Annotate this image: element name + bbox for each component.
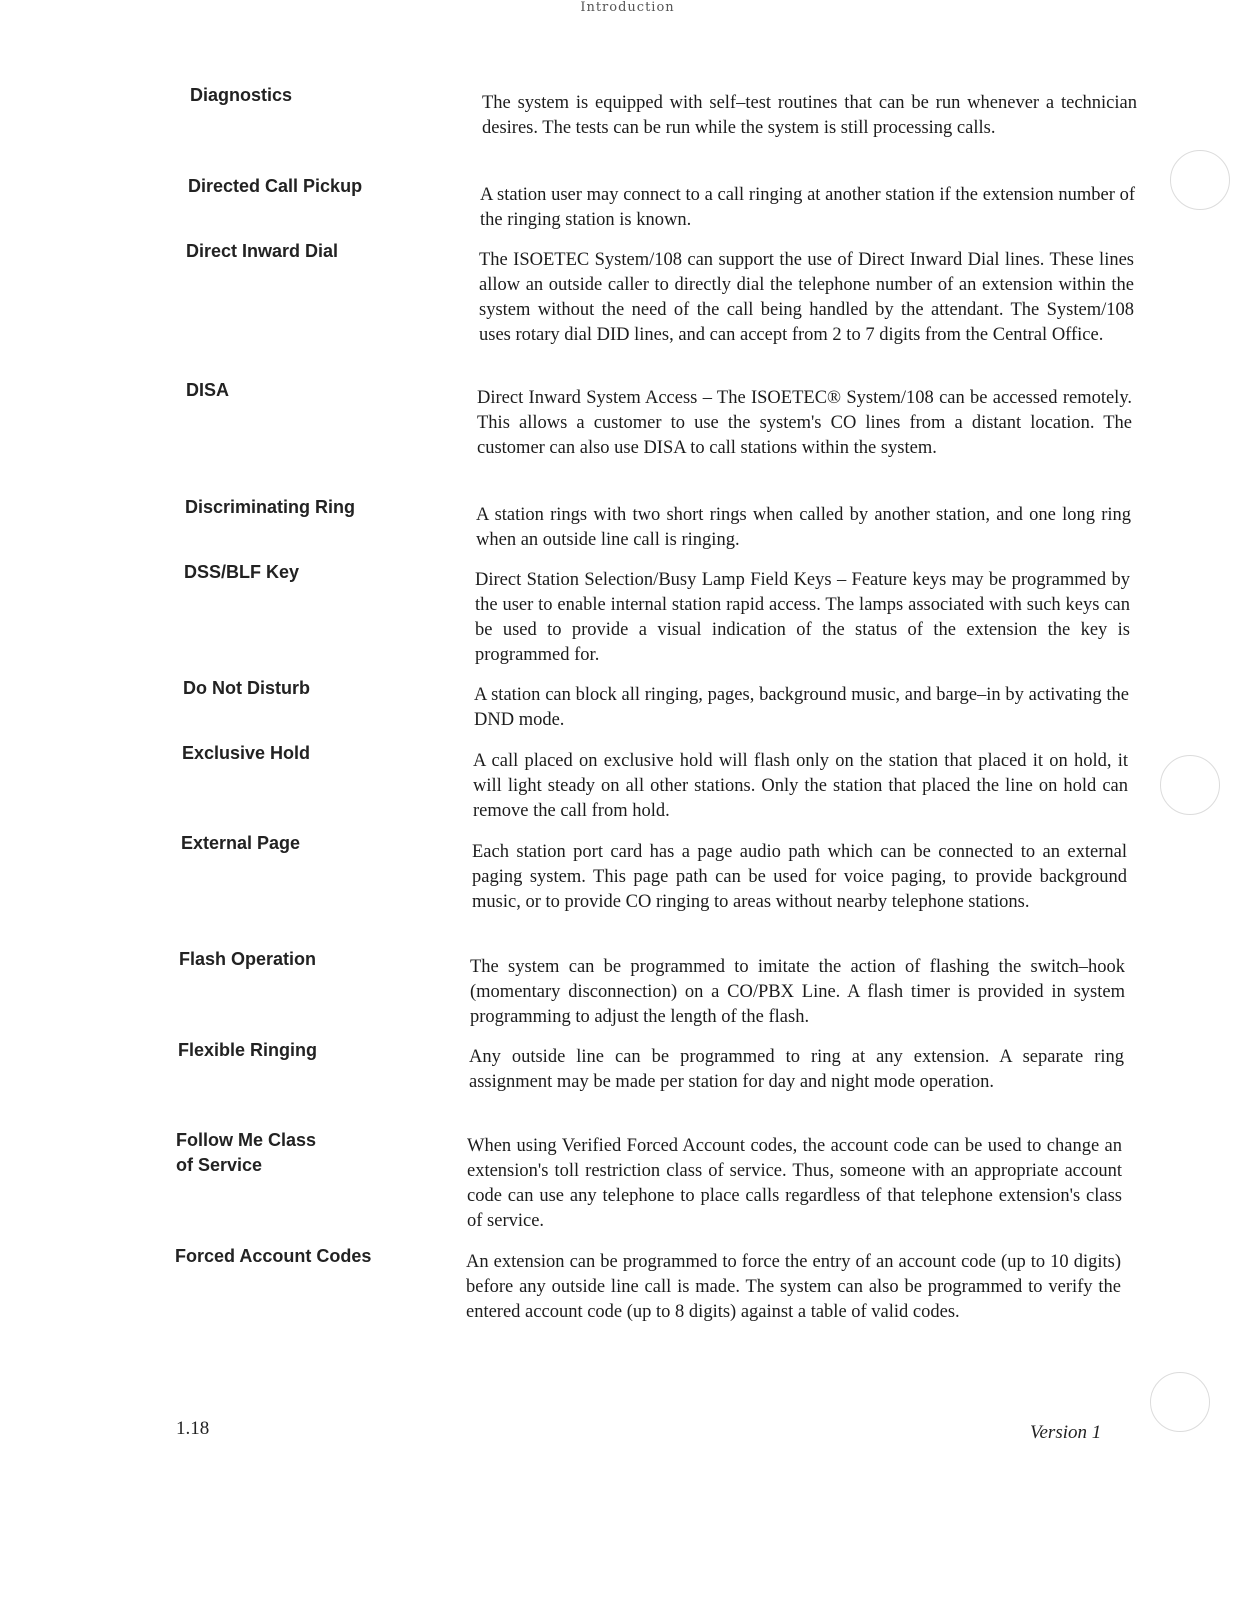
punch-hole-middle	[1160, 755, 1220, 815]
entry-term: Directed Call Pickup	[188, 176, 363, 196]
entry-term: Follow Me Class of Service	[176, 1130, 317, 1175]
entry-description: Direct Inward System Access – The ISOETEC® System/108 can be accessed remotely. This allows a customer to use the system's CO lines from a distant location. The customer can also use DISA to call stations within the system.	[477, 388, 1132, 458]
entry-term: DSS/BLF Key	[184, 562, 300, 582]
entry-description: A station can block all ringing, pages, background music, and barge–in by activating the DND mode.	[474, 685, 1129, 730]
entry-description: An extension can be programmed to force the entry of an account code (up to 10 digits) before any outside line call is made. The system can also be programmed to verify the entered account code (up to 8 digits) against a table of valid codes.	[466, 1252, 1121, 1322]
entry-description: A call placed on exclusive hold will flash only on the station that placed it on hold, it will light steady on all other stations. Only the station that placed the line on hold can remove the call from hold.	[473, 751, 1128, 821]
entry-term: Forced Account Codes	[175, 1246, 372, 1266]
entry-term: Diagnostics	[190, 85, 293, 105]
entry-description: Each station port card has a page audio path which can be connected to an external paging system. This page path can be used for voice paging, to provide background music, or to provide CO ringing to areas without nearby telephone stations.	[472, 842, 1127, 912]
version-label: Version 1	[1030, 1422, 1102, 1443]
entry-term: Exclusive Hold	[182, 743, 311, 763]
entry-term: External Page	[181, 833, 301, 853]
entry-description: A station user may connect to a call ringing at another station if the extension number of the ringing station is known.	[480, 185, 1135, 230]
entry-description: The ISOETEC System/108 can support the use of Direct Inward Dial lines. These lines allow an outside caller to directly dial the telephone number of an extension within the system without the need of the call being handled by the attendant. The System/108 uses rotary dial DID lines, and can accept from 2 to 7 digits from the Central Office.	[479, 250, 1134, 345]
entry-term: Flexible Ringing	[178, 1040, 318, 1060]
entry-description: Direct Station Selection/Busy Lamp Field Keys – Feature keys may be programmed by the user to enable internal station rapid access. The lamps associated with such keys can be used to provide a visual indication of the status of the extension the key is programmed for.	[475, 570, 1130, 665]
entry-description: When using Verified Forced Account codes, the account code can be used to change an extension's toll restriction class of service. Thus, someone with an appropriate account code can use any telephone to place calls regardless of that telephone extension's class of service.	[467, 1136, 1122, 1231]
entry-term: Flash Operation	[179, 949, 317, 969]
entry-term: Do Not Disturb	[183, 678, 310, 698]
entry-description: The system can be programmed to imitate the action of flashing the switch–hook (momentary disconnection) on a CO/PBX Line. A flash timer is provided in system programming to adjust the length of the flash.	[470, 957, 1125, 1027]
entry-term: Discriminating Ring	[185, 497, 356, 517]
entry-description: Any outside line can be programmed to ring at any extension. A separate ring assignment may be made per station for day and night mode operation.	[469, 1047, 1124, 1092]
entry-term: DISA	[186, 380, 230, 400]
punch-hole-bottom	[1150, 1372, 1210, 1432]
entry-description: A station rings with two short rings when called by another station, and one long ring when an outside line call is ringing.	[476, 505, 1131, 550]
page-number: 1.18	[176, 1418, 210, 1439]
entry-description: The system is equipped with self–test routines that can be run whenever a technician desires. The tests can be run while the system is still processing calls.	[482, 93, 1137, 138]
punch-hole-top	[1170, 150, 1230, 210]
entry-term: Direct Inward Dial	[186, 241, 339, 261]
page-header: Introduction	[580, 0, 675, 15]
